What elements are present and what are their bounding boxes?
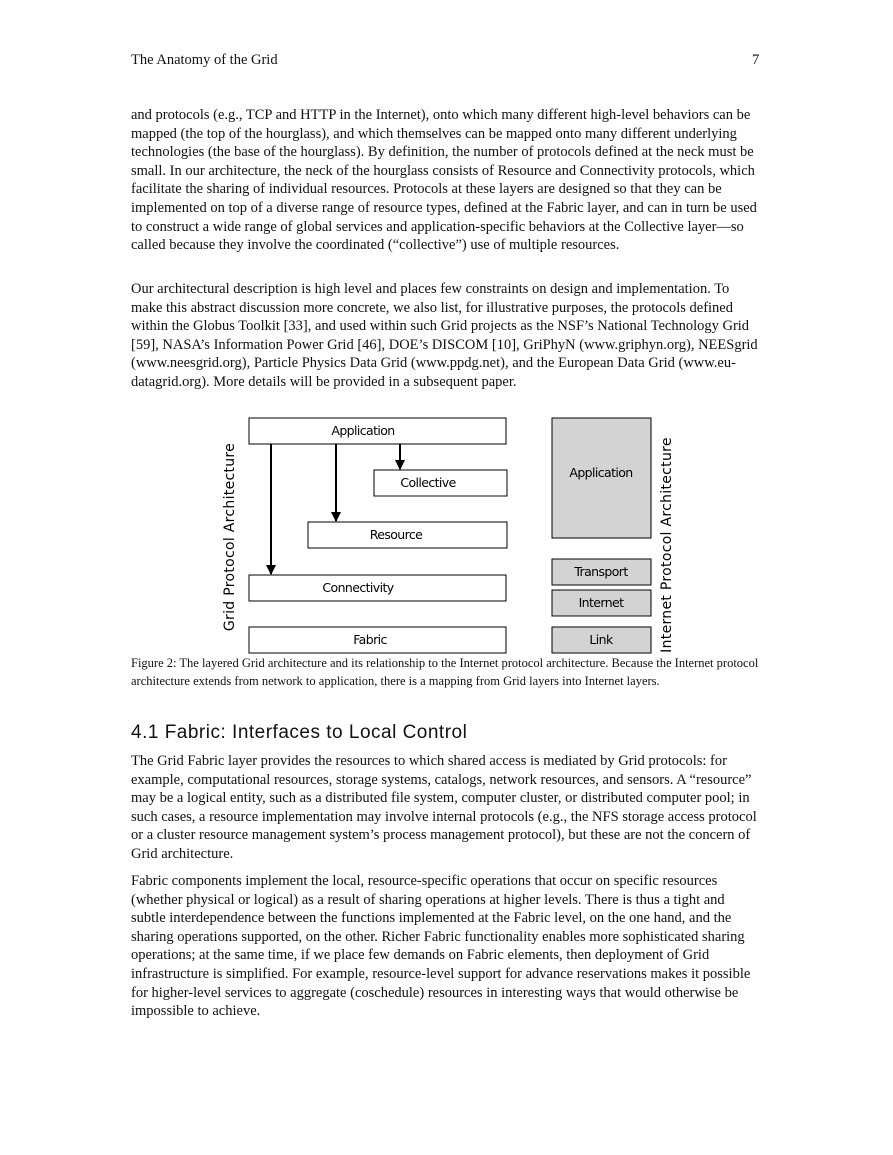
grid-collective-label: Collective [400,475,456,490]
running-title: The Anatomy of the Grid [131,52,278,68]
internet-internet-label: Internet [578,595,624,610]
internet-transport-label: Transport [574,564,628,579]
grid-application-label: Application [331,423,395,438]
body-paragraph: Fabric components implement the local, resource-specific operations that occur on specific resources (whether physical or logical) as a result of sharing operations at higher levels. There is thus a tight and subtle interdependence between the functions implemented at the Fabric level, on the one hand, and the sharing operations supported, on the other. Richer Fabric functionality enables more sophisticated sharing operations; at the same time, if we place few demands on Fabric elements, then deployment of Grid infrastructure is simplified. For example, resource-level support for advance reservations makes it possible for higher-level services to aggregate (coschedule) resources in interesting ways that would otherwise be impossible to achieve. [131,873,751,1020]
grid-fabric-label: Fabric [353,632,387,647]
internet-architecture-label: Internet Protocol Architecture [659,437,675,653]
body-paragraph: The Grid Fabric layer provides the resources to which shared access is mediated by Grid protocols: for example, computational resources, storage systems, catalogs, network resources, and sensors. A “resource” may be a logical entity, such as a distributed file system, computer cluster, or distributed computer pool; in such cases, a resource implementation may involve internal protocols (e.g., the NFS storage access protocol or a cluster resource management system’s process management protocol), but these are not the concern of Grid architecture. [131,753,757,862]
page-number: 7 [752,52,760,68]
internet-link-label: Link [589,632,613,647]
section-heading: 4.1 Fabric: Interfaces to Local Control [131,722,468,743]
grid-connectivity-label: Connectivity [322,580,394,595]
body-paragraph: and protocols (e.g., TCP and HTTP in the Internet), onto which many different high-level behaviors can be mapped (the top of the hourglass), and which themselves can be mapped onto many different underlying technologies (the base of the hourglass). By definition, the number of protocols defined at the neck must be small. In our architecture, the neck of the hourglass consists of Resource and Connectivity protocols, which facilitate the sharing of individual resources. Protocols at these layers are designed so that they can be implemented on top of a diverse range of resource types, defined at the Fabric layer, and can in turn be used to construct a wide range of global services and application-specific behaviors at the Collective layer—so called because they involve the coordinated (“collective”) use of multiple resources. [131,107,757,254]
grid-resource-label: Resource [369,527,423,542]
grid-architecture-label: Grid Protocol Architecture [222,442,238,632]
figure-caption: Figure 2: The layered Grid architecture and its relationship to the Internet protocol architecture. Because the Internet protocol architecture extends from network to application, there is a mapping from Grid layers into Internet layers. [131,656,759,688]
internet-application-label: Application [569,465,633,480]
body-paragraph: Our architectural description is high level and places few constraints on design and implementation. To make this abstract discussion more concrete, we also list, for illustrative purposes, the protocols defined within the Globus Toolkit [33], and used within such Grid projects as the NSF’s National Technology Grid [59], NASA’s Information Power Grid [46], DOE’s DISCOM [10], GriPhyN (www.griphyn.org), NEESgrid (www.neesgrid.org), Particle Physics Data Grid (www.ppdg.net), and the European Data Grid (www.eu-datagrid.org). More details will be provided in a subsequent paper. [131,281,758,390]
